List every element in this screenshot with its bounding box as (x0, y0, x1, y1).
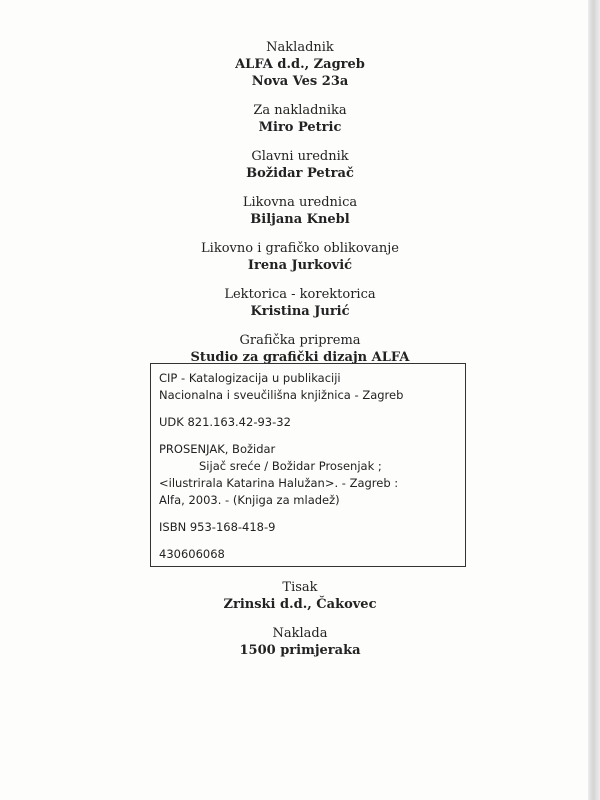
credit-name: 1500 primjeraka (239, 643, 361, 658)
credit-name: Miro Petric (258, 120, 342, 135)
credit-print-run (0, 626, 600, 659)
cip-record-box (150, 363, 466, 567)
credit-role: Glavni urednik (251, 149, 349, 164)
page-edge-shadow (588, 0, 600, 800)
credit-prepress (0, 333, 600, 366)
credit-name: Kristina Jurić (250, 304, 350, 319)
credit-editor-in-chief (0, 149, 600, 182)
credit-role: Grafička priprema (239, 333, 361, 348)
credit-role: Tisak (282, 580, 318, 595)
credit-name: Irena Jurković (247, 258, 353, 273)
credit-name: Biljana Knebl (250, 212, 350, 227)
credit-name: Božidar Petrač (246, 166, 354, 181)
credit-publisher (0, 40, 600, 90)
credit-name: Zrinski d.d., Čakovec (223, 597, 377, 612)
credit-for-publisher (0, 103, 600, 136)
credit-role: Likovno i grafičko oblikovanje (201, 241, 399, 256)
credit-proofreader (0, 287, 600, 320)
credit-art-editor (0, 195, 600, 228)
cip-description-line: Sijač sreće / Božidar Prosenjak ; (199, 459, 382, 473)
credit-design (0, 241, 600, 274)
cip-header-line: CIP - Katalogizacija u publikaciji (159, 371, 341, 385)
cip-description-line: <ilustrirala Katarina Halužan>. - Zagreb : (159, 476, 399, 490)
credit-role: Likovna urednica (242, 195, 358, 210)
cip-id-number: 430606068 (159, 547, 225, 561)
credit-role: Lektorica - korektorica (224, 287, 376, 302)
credit-role: Nakladnik (266, 40, 334, 55)
cip-description-line: Alfa, 2003. - (Knjiga za mladež) (159, 493, 340, 507)
credit-name: ALFA d.d., Zagreb (235, 57, 365, 72)
cip-isbn: ISBN 953-168-418-9 (159, 520, 276, 534)
credits-bottom (0, 580, 600, 672)
credit-printer (0, 580, 600, 613)
credit-address: Nova Ves 23a (251, 74, 349, 89)
credits-top (0, 40, 600, 379)
credit-name: Studio za grafički dizajn ALFA (190, 350, 410, 365)
credit-role: Za nakladnika (253, 103, 347, 118)
cip-author: PROSENJAK, Božidar (159, 442, 276, 456)
cip-header-line: Nacionalna i sveučilišna knjižnica - Zagreb (159, 388, 404, 402)
credit-role: Naklada (272, 626, 328, 641)
cip-udk: UDK 821.163.42-93-32 (159, 415, 291, 429)
